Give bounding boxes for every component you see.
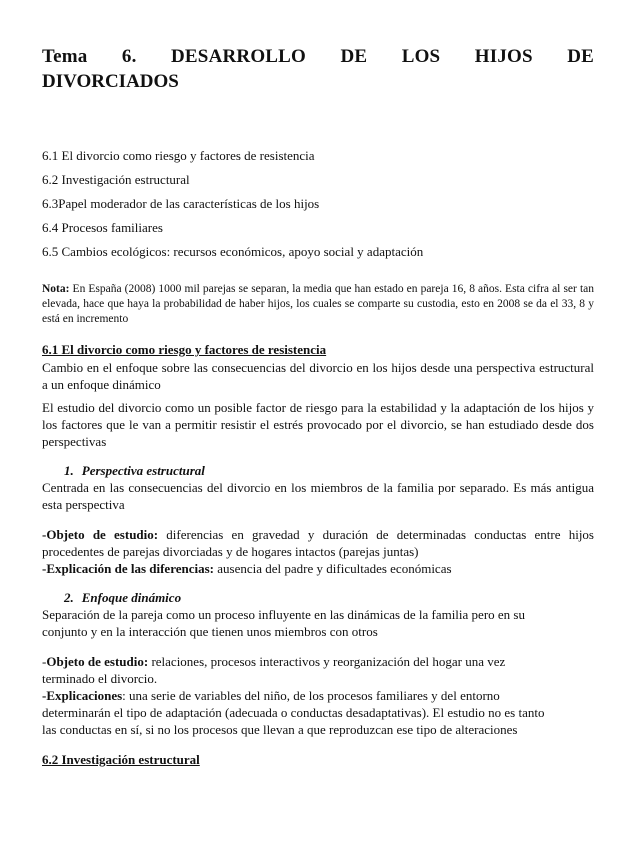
note-paragraph (42, 282, 594, 327)
toc-item: 6.1 El divorcio como riesgo y factores de resistencia (42, 148, 315, 163)
subsection-heading-structural (42, 462, 594, 479)
document-title-line-1: Tema 6. DESARROLLO DE LOS HIJOS DE (42, 46, 594, 67)
note-text: En España (2008) 1000 mil parejas se separan, la media que han estado en pareja 16, 8 años. Esta cifra al ser tan elevada, hace que haya la probabilidad de haber hijos, los cuales se comparte su custodia, esto en 2008 se da el 33, 8 y está en incremento (42, 283, 594, 325)
toc-item: 6.5 Cambios ecológicos: recursos económicos, apoyo social y adaptación (42, 244, 424, 259)
subsection-number: 2. (64, 590, 74, 605)
subsection-title: Perspectiva estructural (81, 463, 205, 478)
study-object-label: -Objeto de estudio: (42, 527, 159, 542)
study-object-label: Objeto de estudio: (46, 654, 149, 669)
explanation-label: -Explicación de las diferencias: (42, 561, 215, 576)
toc-item: 6.4 Procesos familiares (42, 220, 163, 235)
toc-item: 6.2 Investigación estructural (42, 172, 190, 187)
subsection-number: 1. (64, 463, 74, 478)
document-title-line-2: DIVORCIADOS (42, 71, 179, 92)
subsection-paragraph: Separación de la pareja como un proceso influyente en las dinámicas de la familia pero en su conjunto y en la interacción que tienen unos miembros con otros (42, 607, 525, 639)
explanation-text: : una serie de variables del niño, de los procesos familiares y del entorno determinarán el tipo de adaptación (adecuada o conductas desadaptativas). El estudio no es tanto las conductas en sí, si no los procesos que llevan a que reproduzcan ese tipo de alteraciones (42, 688, 545, 737)
explanation-paragraph (42, 687, 552, 738)
table-of-contents (42, 144, 594, 264)
subsection-title: Enfoque dinámico (81, 590, 182, 605)
explanation-paragraph (42, 560, 594, 577)
section-paragraph: Cambio en el enfoque sobre las consecuencias del divorcio en los hijos desde una perspectiva estructural a un enfoque dinámico (42, 360, 594, 392)
explanation-label: -Explicaciones (42, 688, 123, 703)
study-object-text: diferencias en gravedad y duración de determinadas conductas entre hijos procedentes de parejas divorciadas y de hogares intactos (parejas juntas) (42, 527, 594, 559)
note-label: Nota: (42, 283, 70, 295)
explanation-text: ausencia del padre y dificultades económicas (214, 561, 452, 576)
section-heading-6-1: 6.1 El divorcio como riesgo y factores de resistencia (42, 342, 327, 357)
section-paragraph: El estudio del divorcio como un posible factor de riesgo para la estabilidad y la adaptación de los hijos y los factores que le van a permitir resistir el estrés provocado por el divorcio, se han estudiado desde dos perspectivas (42, 400, 594, 449)
study-object-text: relaciones, procesos interactivos y reorganización del hogar una vez terminado el divorcio. (42, 654, 506, 686)
study-object-paragraph (42, 526, 594, 560)
toc-item: 6.3Papel moderador de las características de los hijos (42, 196, 320, 211)
subsection-paragraph: Centrada en las consecuencias del divorcio en los miembros de la familia por separado. Es más antigua esta perspectiva (42, 480, 594, 512)
subsection-heading-dynamic (42, 589, 594, 606)
study-object-paragraph (42, 653, 552, 687)
section-heading-6-2: 6.2 Investigación estructural (42, 752, 200, 767)
study-object-prefix: - (42, 654, 47, 669)
